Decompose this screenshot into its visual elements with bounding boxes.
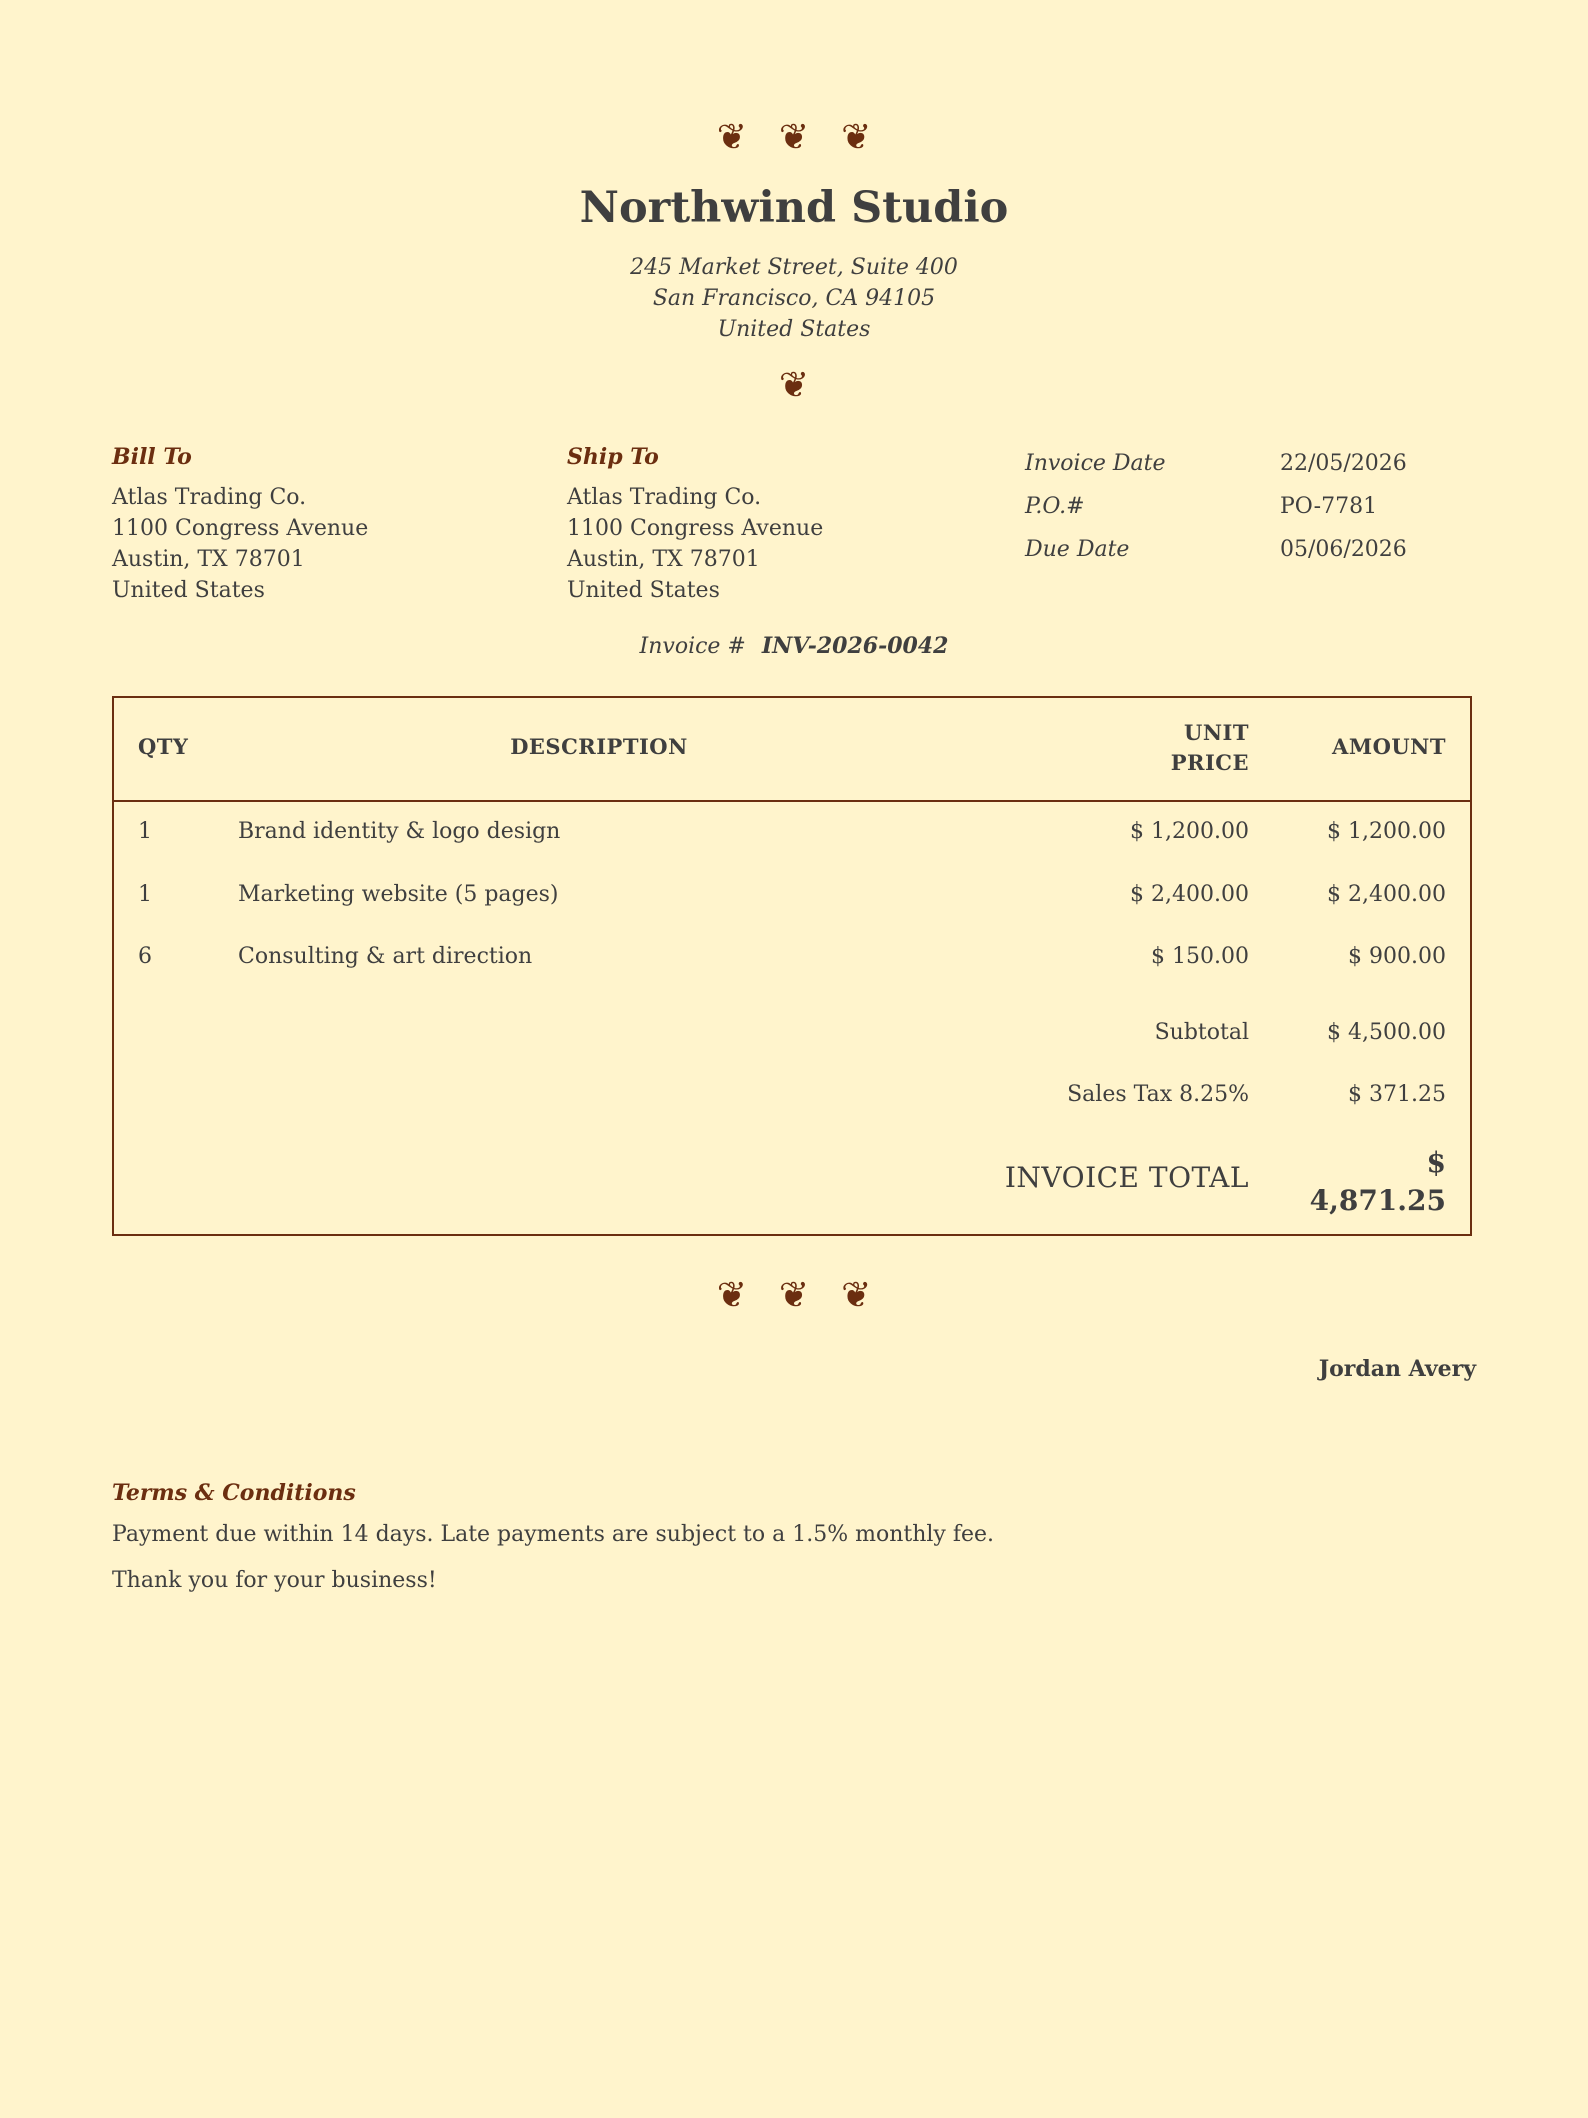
cell-description: Consulting & art direction	[238, 944, 533, 969]
meta-value: 05/06/2026	[1280, 537, 1407, 562]
cell-unit-price: $ 2,400.00	[1130, 882, 1249, 907]
meta-row-invoice-date	[1025, 448, 1465, 491]
ship-to-block	[567, 442, 987, 606]
company-name: Northwind Studio	[579, 183, 1009, 233]
bill-to-line: United States	[112, 578, 265, 603]
ornament-divider	[0, 366, 1588, 406]
bill-to-line: 1100 Congress Avenue	[112, 516, 369, 541]
meta-row-due-date	[1025, 534, 1465, 577]
meta-value: 22/05/2026	[1280, 451, 1407, 476]
invoice-number-label: Invoice #	[639, 634, 746, 659]
subtotal-value: $ 4,500.00	[1327, 1020, 1446, 1045]
ship-to-heading: Ship To	[567, 444, 659, 470]
floral-heart-icon: ❦	[778, 365, 810, 406]
floral-heart-icon: ❦	[841, 117, 872, 158]
invoice-number	[0, 630, 1588, 663]
ship-to-line: United States	[567, 578, 720, 603]
subtotal-label: Subtotal	[1154, 1020, 1249, 1045]
floral-heart-icon: ❦	[841, 1275, 872, 1316]
cell-qty: 6	[138, 944, 152, 969]
thank-you-note: Thank you for your business!	[112, 1568, 437, 1593]
terms-heading: Terms & Conditions	[112, 1480, 356, 1506]
invoice-number-value: INV-2026-0042	[761, 633, 949, 659]
terms-text: Payment due within 14 days. Late payments are subject to a 1.5% monthly fee.	[112, 1522, 995, 1547]
header-description: DESCRIPTION	[510, 734, 688, 759]
floral-heart-icon: ❦	[716, 117, 747, 158]
company-address	[0, 252, 1588, 345]
ship-to-line: Atlas Trading Co.	[567, 485, 762, 510]
invoice-meta	[1025, 448, 1465, 577]
ornament-top	[0, 118, 1588, 158]
ship-to-line: 1100 Congress Avenue	[567, 516, 824, 541]
bill-to-line: Atlas Trading Co.	[112, 485, 307, 510]
bill-to-block	[112, 442, 532, 606]
header-qty: QTY	[138, 734, 189, 759]
floral-heart-icon: ❦	[778, 1275, 810, 1316]
company-address-line: United States	[717, 317, 871, 342]
bill-to-line: Austin, TX 78701	[112, 547, 305, 572]
meta-label: Due Date	[1025, 537, 1130, 562]
meta-value: PO-7781	[1280, 494, 1378, 519]
cell-description: Marketing website (5 pages)	[238, 882, 559, 907]
meta-row-po	[1025, 491, 1465, 534]
cell-amount: $ 1,200.00	[1327, 819, 1446, 844]
cell-unit-price: $ 1,200.00	[1130, 819, 1249, 844]
ship-to-line: Austin, TX 78701	[567, 547, 760, 572]
tax-label: Sales Tax 8.25%	[1067, 1082, 1249, 1107]
company-address-line: San Francisco, CA 94105	[652, 286, 936, 311]
bill-to-heading: Bill To	[112, 444, 192, 470]
cell-amount: $ 900.00	[1348, 944, 1446, 969]
tax-value: $ 371.25	[1348, 1082, 1446, 1107]
cell-amount: $ 2,400.00	[1327, 882, 1446, 907]
meta-label: Invoice Date	[1025, 451, 1166, 476]
header-amount: AMOUNT	[1332, 734, 1446, 759]
cell-qty: 1	[138, 882, 152, 907]
cell-unit-price: $ 150.00	[1151, 944, 1249, 969]
meta-label: P.O.#	[1025, 494, 1085, 519]
header-unit-price: UNIT PRICE	[1170, 720, 1249, 775]
cell-qty: 1	[138, 819, 152, 844]
line-items-table	[112, 696, 1472, 1236]
ornament-bottom	[0, 1276, 1588, 1316]
table-header	[114, 698, 1470, 802]
invoice-total-label: INVOICE TOTAL	[1004, 1161, 1249, 1194]
floral-heart-icon: ❦	[778, 117, 810, 158]
cell-description: Brand identity & logo design	[238, 819, 561, 844]
signer-name: Jordan Avery	[1318, 1356, 1476, 1382]
floral-heart-icon: ❦	[716, 1275, 747, 1316]
invoice-total-value: $ 4,871.25	[1309, 1146, 1446, 1217]
company-address-line: 245 Market Street, Suite 400	[630, 255, 958, 280]
